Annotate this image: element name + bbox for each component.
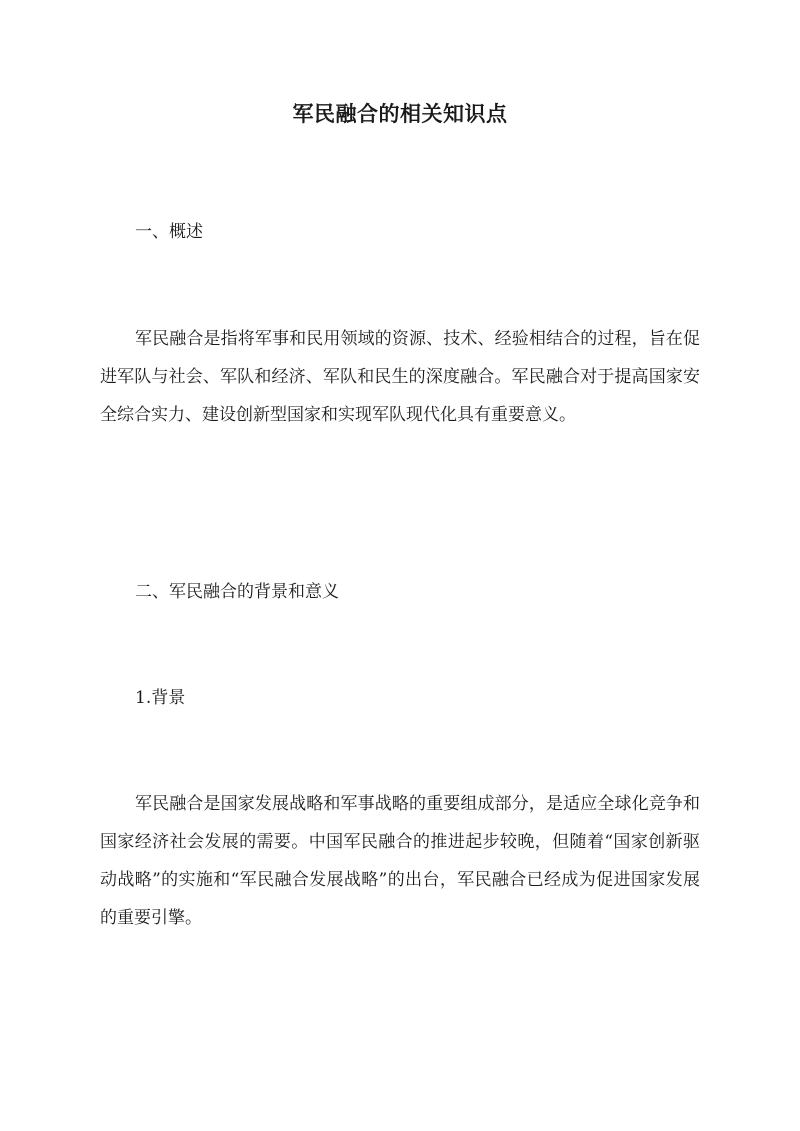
page-title: 军民融合的相关知识点 (292, 101, 508, 126)
subsection-heading-background: 1.背景 (135, 688, 186, 708)
section-heading-overview: 一、概述 (135, 222, 203, 242)
paragraph-overview: 军民融合是指将军事和民用领域的资源、技术、经验相结合的过程，旨在促进军队与社会、军队和经济、军队和民生的深度融合。军民融合对于提高国家安全综合实力、建设创新型国家和实现军队现代化具有重要意义。 (100, 329, 700, 425)
paragraph-background: 军民融合是国家发展战略和军事战略的重要组成部分，是适应全球化竞争和国家经济社会发展的需要。中国军民融合的推进起步较晚，但随着“国家创新驱动战略”的实施和“军民融合发展战略”的出台，军民融合已经成为促进国家发展的重要引擎。 (100, 794, 700, 928)
section-heading-background-significance: 二、军民融合的背景和意义 (135, 582, 339, 602)
